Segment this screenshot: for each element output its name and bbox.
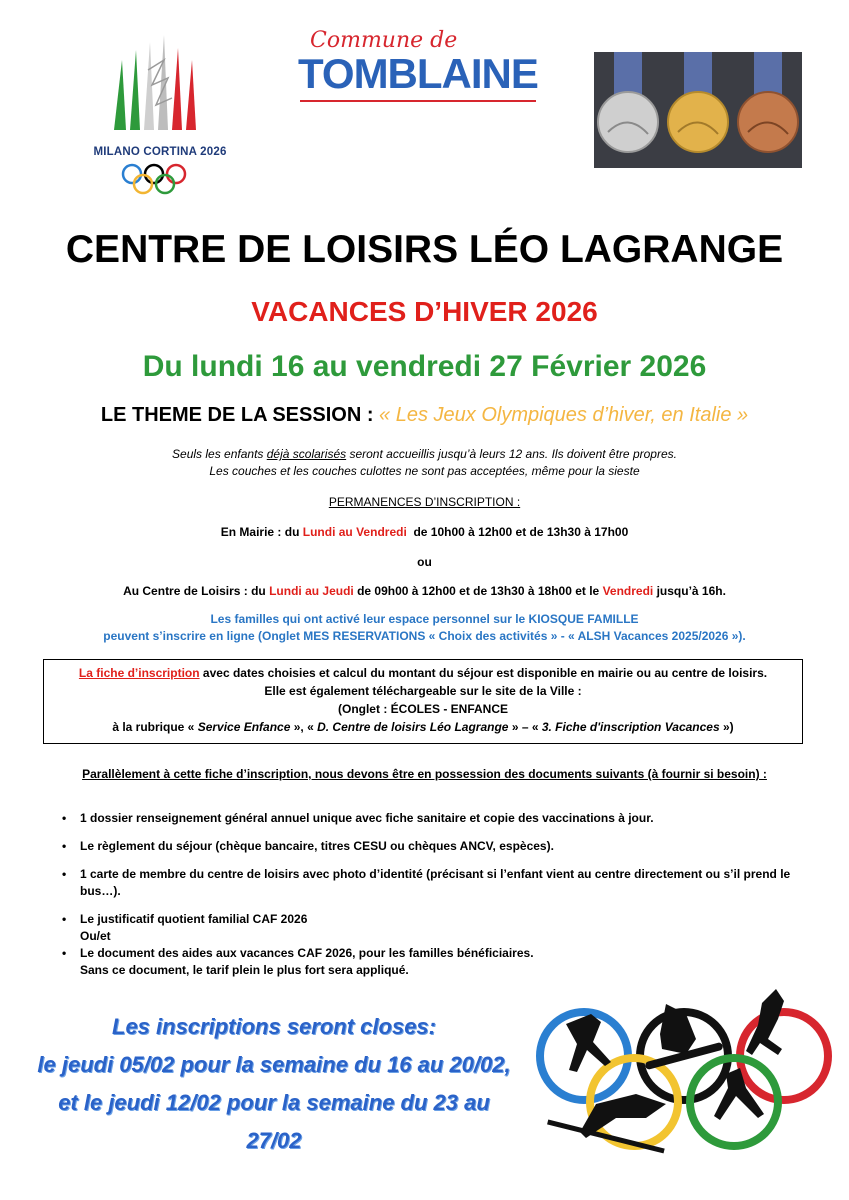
documents-list — [60, 810, 820, 979]
bullet-icon: • — [62, 867, 67, 881]
centre-hours — [0, 583, 849, 600]
documents-intro: Parallèlement à cette fiche d’inscription, nous devons être en possession des documents suivants (à fournir si besoin) : — [82, 767, 767, 781]
centre-friday: Vendredi — [602, 584, 654, 598]
centre-pre: Au Centre de Loisirs : du — [123, 584, 270, 598]
commune-label: Commune de — [310, 28, 458, 53]
logo-underline — [300, 98, 540, 106]
mairie-hours-text: de 10h00 à 12h00 et de 13h30 à 17h00 — [406, 525, 629, 539]
rules-line1-pre: Seuls les enfants — [172, 447, 267, 461]
centre-friday-hours: jusqu’à 16h. — [653, 584, 726, 598]
registration-form-link[interactable]: La fiche d’inscription — [78, 666, 200, 680]
or-label: ou — [417, 555, 432, 569]
theme-value: « Les Jeux Olympiques d’hiver, en Italie » — [379, 404, 749, 426]
box-line2: Elle est également téléchargeable sur le site de la Ville : — [264, 684, 582, 698]
rules-line1-underline: déjà scolarisés — [266, 447, 347, 461]
permanences-title: PERMANENCES D’INSCRIPTION : — [328, 495, 521, 509]
full-rate-note: Sans ce document, le tarif plein le plus fort sera appliqué. — [80, 963, 409, 977]
list-item: • Le justificatif quotient familial CAF 2026 — [62, 912, 308, 926]
rules-line2: Les couches et les couches culottes ne sont pas acceptées, même pour la sieste — [209, 464, 640, 478]
closing-dates — [34, 1008, 514, 1160]
session-dates: Du lundi 16 au vendredi 27 Février 2026 — [142, 350, 707, 383]
olympic-rings-icon — [118, 162, 198, 202]
list-item: • Le document des aides aux vacances CAF 2026, pour les familles bénéficiaires. — [62, 946, 534, 960]
centre-hours-text: de 09h00 à 12h00 et de 13h30 à 18h00 et le — [353, 584, 603, 598]
box-line3: (Onglet : ÉCOLES - ENFANCE — [337, 702, 508, 716]
bullet-icon: • — [62, 839, 67, 853]
list-item: • Le règlement du séjour (chèque bancaire, titres CESU ou chèques ANCV, espèces). — [62, 839, 554, 853]
milano-cortina-logo — [93, 30, 227, 200]
rules-text — [0, 446, 849, 480]
list-item: • 1 dossier renseignement général annuel unique avec fiche sanitaire et copie des vaccinations à jour. — [62, 811, 654, 825]
bullet-icon: • — [62, 912, 67, 926]
centre-days: Lundi au Jeudi — [269, 584, 354, 598]
box-line4-a: à la rubrique « — [112, 720, 198, 734]
page-title: CENTRE DE LOISIRS LÉO LAGRANGE — [65, 228, 784, 271]
mairie-pre: En Mairie : du — [220, 525, 303, 539]
olympic-athletes-illustration — [536, 984, 836, 1164]
box-line1-rest: avec dates choisies et calcul du montant du séjour est disponible en mairie ou au centre de loisirs. — [199, 666, 768, 680]
kiosque-famille-info — [0, 611, 849, 645]
mairie-hours — [0, 524, 849, 541]
box-line4-g: ») — [719, 720, 734, 734]
theme-label: LE THEME DE LA SESSION : — [100, 404, 374, 426]
rules-line1-post: seront accueillis jusqu’à leurs 12 ans. Ils doivent être propres. — [346, 447, 677, 461]
list-item: • 1 carte de membre du centre de loisirs avec photo d’identité (précisant si l’enfant vient au centre directement ou s’il prend le bus…). — [62, 867, 791, 898]
or-and-label: Ou/et — [80, 929, 111, 943]
games-logo-text: MILANO CORTINA 2026 — [93, 146, 227, 158]
box-line4-e: » – « — [508, 720, 542, 734]
town-name: TOMBLAINE — [298, 50, 538, 97]
closing-line3: et le jeudi 12/02 pour la semaine du 23 au 27/02 — [58, 1090, 490, 1153]
tomblaine-logo — [288, 28, 548, 108]
box-line4-centre: D. Centre de loisirs Léo Lagrange — [317, 720, 509, 734]
box-line4-fiche: 3. Fiche d'inscription Vacances — [541, 720, 720, 734]
medals-photo — [594, 52, 802, 168]
bullet-icon: • — [62, 811, 67, 825]
box-line4-c: », « — [290, 720, 318, 734]
session-theme — [0, 404, 849, 427]
closing-line1: Les inscriptions seront closes: — [112, 1014, 436, 1039]
olympic-rings-athletes-icon — [536, 984, 836, 1164]
bullet-icon: • — [62, 946, 67, 960]
games-emblem-icon — [104, 30, 216, 150]
closing-line2: le jeudi 05/02 pour la semaine du 16 au 20/02, — [37, 1052, 511, 1077]
mairie-days: Lundi au Vendredi — [302, 525, 407, 539]
kiosque-line1: Les familles qui ont activé leur espace personnel sur le KIOSQUE FAMILLE — [210, 612, 639, 626]
box-line4-service: Service Enfance — [197, 720, 291, 734]
registration-form-box — [43, 659, 803, 744]
page-subtitle: VACANCES D’HIVER 2026 — [251, 296, 598, 327]
kiosque-line2: peuvent s’inscrire en ligne (Onglet MES RESERVATIONS « Choix des activités » - « ALSH Vacances 2025/2026 »). — [103, 629, 746, 643]
